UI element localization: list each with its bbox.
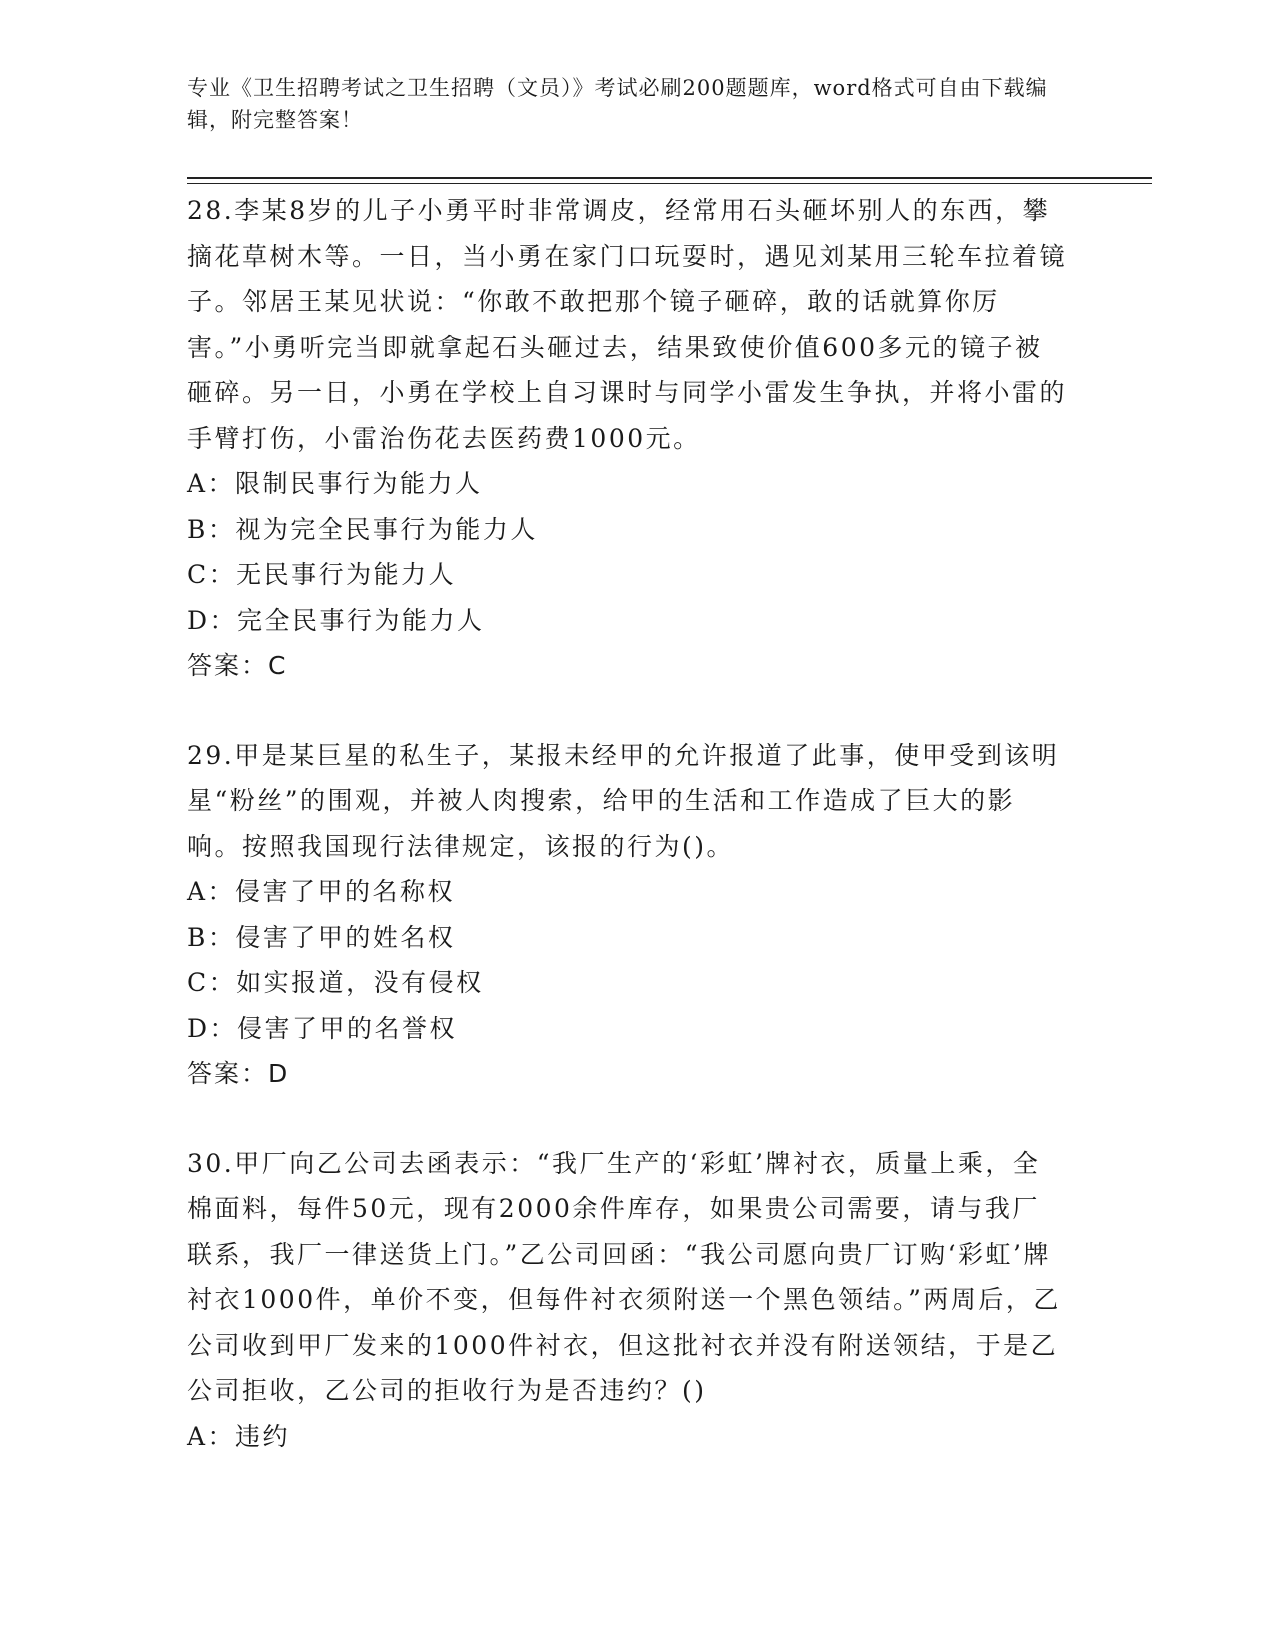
option-d: D：侵害了甲的名誉权 (187, 1013, 458, 1043)
option-d: D：完全民事行为能力人 (187, 605, 485, 635)
question-stem: 29.甲是某巨星的私生子，某报未经甲的允许报道了此事，使甲受到该明星“粉丝”的围观，并被人肉搜索，给甲的生活和工作造成了巨大的影响。按照我国现行法律规定，该报的行为()。 (187, 740, 1060, 861)
header-rule-thick (187, 177, 1152, 179)
page-header: 专业《卫生招聘考试之卫生招聘（文员）》考试必刷200题题库，word格式可自由下载编辑，附完整答案！ (187, 76, 1048, 132)
question-stem: 30.甲厂向乙公司去函表示：“我厂生产的‘彩虹’牌衬衣，质量上乘，全棉面料，每件50元，现有2000余件库存，如果贵公司需要，请与我厂联系，我厂一律送货上门。”乙公司回函：“我公司愿向贵厂订购‘彩虹’牌衬衣1000件，单价不变，但每件衬衣须附送一个黑色领结。”两周后，乙公司收到甲厂发来的1000件衬衣，但这批衬衣并没有附送领结，于是乙公司拒收，乙公司的拒收行为是否违约？() (187, 1148, 1061, 1405)
option-b: B：侵害了甲的姓名权 (187, 922, 456, 952)
header-rule-thin (187, 183, 1152, 184)
question-stem: 28.李某8岁的儿子小勇平时非常调皮，经常用石头砸坏别人的东西，攀摘花草树木等。一日，当小勇在家门口玩耍时，遇见刘某用三轮车拉着镜子。邻居王某见状说：“你敢不敢把那个镜子砸碎，敢的话就算你厉害。”小勇听完当即就拿起石头砸过去，结果致使价值600多元的镜子被砸碎。另一日，小勇在学校上自习课时与同学小雷发生争执，并将小雷的手臂打伤，小雷治伤花去医药费1000元。 (187, 196, 1068, 453)
question-list (187, 188, 1067, 1459)
option-b: B：视为完全民事行为能力人 (187, 514, 538, 544)
spacer (187, 1097, 1067, 1141)
option-a: A：侵害了甲的名称权 (187, 877, 456, 906)
option-c: C：如实报道，没有侵权 (187, 968, 484, 997)
option-a: A：限制民事行为能力人 (187, 469, 483, 498)
answer-label: 答案：C (187, 651, 288, 680)
spacer (187, 689, 1067, 733)
option-a: A：违约 (187, 1421, 291, 1451)
question-29 (187, 733, 1067, 1097)
question-28 (187, 188, 1067, 689)
answer-label: 答案：D (187, 1059, 290, 1088)
option-c: C：无民事行为能力人 (187, 560, 457, 589)
question-30 (187, 1141, 1067, 1460)
